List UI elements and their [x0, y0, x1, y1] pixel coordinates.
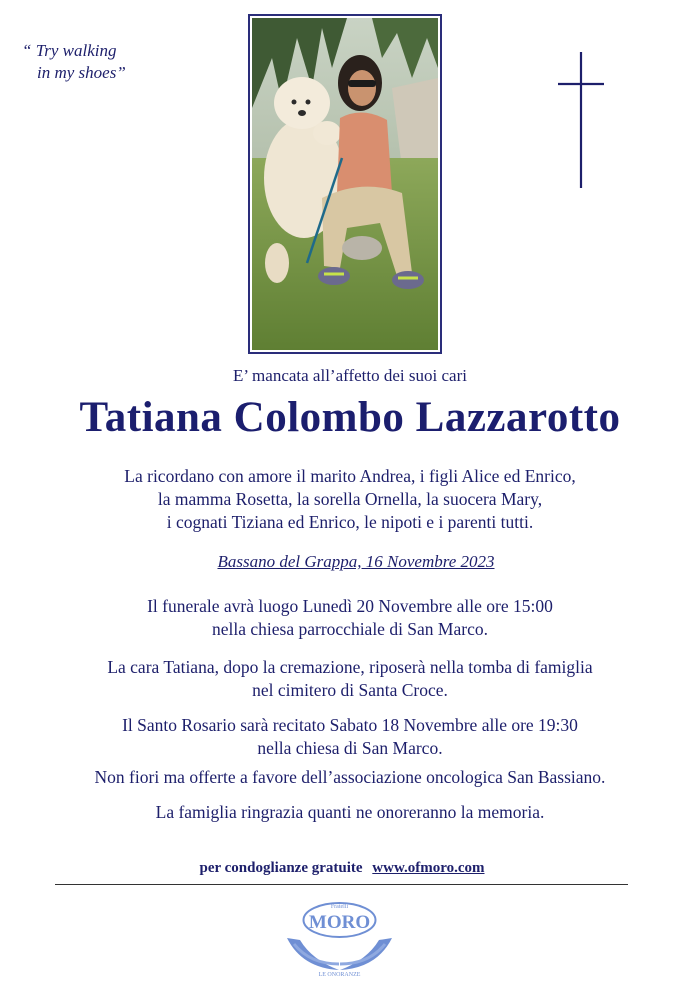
mourners-line: la mamma Rosetta, la sorella Ornella, la suocera Mary, [157, 489, 543, 509]
quote-line-2: in my shoes” [37, 63, 126, 82]
quote-line-1: “ Try walking [22, 41, 117, 60]
deceased-name: Tatiana Colombo Lazzarotto [79, 394, 621, 441]
rosary-line: Il Santo Rosario sarà recitato Sabato 18 Novembre alle ore 19:30 [122, 715, 578, 735]
cross-icon [556, 52, 606, 188]
mourners-paragraph [80, 465, 620, 534]
condolences-line [0, 860, 684, 877]
flowers-note: Non fiori ma offerte a favore dell’associazione oncologica San Bassiano. [94, 767, 606, 787]
logo-name: MORO [308, 912, 371, 933]
mourners-line: i cognati Tiziana ed Enrico, le nipoti e i parenti tutti. [166, 512, 534, 532]
mourners-line: La ricordano con amore il marito Andrea, i figli Alice ed Enrico, [124, 466, 576, 486]
divider [55, 884, 628, 885]
condolences-link[interactable]: www.ofmoro.com [372, 860, 485, 876]
burial-info [0, 656, 700, 702]
moro-logo [282, 898, 397, 978]
funeral-line: Il funerale avrà luogo Lunedì 20 Novembre alle ore 15:00 [147, 596, 553, 616]
announcement-line: E’ mancata all’affetto dei suoi cari [233, 366, 467, 385]
photo-image [252, 18, 438, 350]
portrait-photo [248, 14, 442, 354]
rosary-line: nella chiesa di San Marco. [257, 738, 443, 758]
logo-small-text: Fratelli [330, 904, 349, 910]
epigraph-quote [22, 40, 152, 84]
funeral-line: nella chiesa parrocchiale di San Marco. [212, 619, 488, 639]
thanks-note: La famiglia ringrazia quanti ne onoreranno la memoria. [155, 802, 545, 822]
burial-line: La cara Tatiana, dopo la cremazione, riposerà nella tomba di famiglia [107, 657, 593, 677]
burial-line: nel cimitero di Santa Croce. [252, 680, 448, 700]
funeral-info [0, 595, 700, 641]
logo-tagline: LE ONORANZE [318, 972, 361, 978]
place-date: Bassano del Grappa, 16 Novembre 2023 [217, 552, 495, 571]
rosary-info [0, 714, 700, 760]
condolences-label: per condoglianze gratuite [199, 860, 363, 876]
